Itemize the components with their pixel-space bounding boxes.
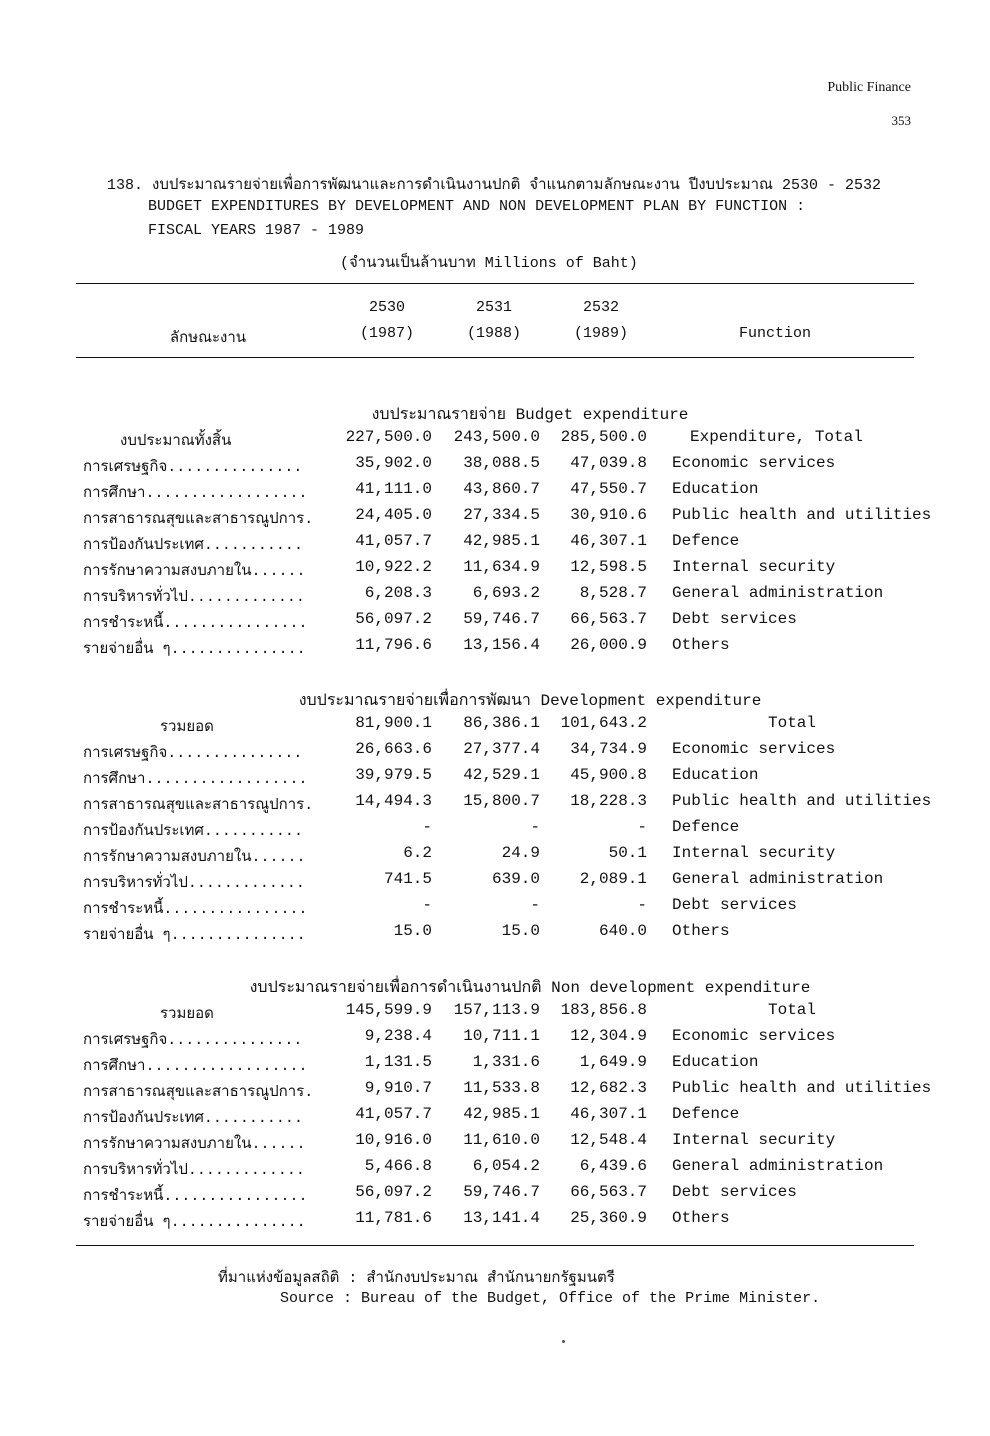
total-row-label-thai: รวมยอด — [160, 1006, 214, 1023]
row-label-english: Education — [672, 1053, 759, 1071]
cell-value: 1,649.9 — [579, 1053, 647, 1071]
cell-value: 15.0 — [393, 922, 432, 940]
cell-value: 11,796.6 — [355, 636, 432, 654]
row-label-english: Internal security — [672, 558, 836, 576]
cell-value: 24,405.0 — [355, 506, 432, 524]
cell-value: 5,466.8 — [364, 1157, 432, 1175]
cell-value: 38,088.5 — [463, 454, 540, 472]
column-header-year-be: 2532 — [582, 299, 619, 316]
row-label-english: Economic services — [672, 740, 836, 758]
row-label-english: Others — [672, 636, 730, 654]
header-top-rule — [76, 283, 914, 284]
row-label-thai: การบริหารทั่วไป............. — [83, 589, 305, 606]
row-label-english: Others — [672, 1209, 730, 1227]
cell-value: 12,682.3 — [570, 1079, 647, 1097]
cell-value: 12,598.5 — [570, 558, 647, 576]
cell-value: 1,131.5 — [364, 1053, 432, 1071]
cell-value: - — [422, 818, 432, 836]
cell-value: 12,548.4 — [570, 1131, 647, 1149]
cell-value: 11,610.0 — [463, 1131, 540, 1149]
cell-value: 8,528.7 — [579, 584, 647, 602]
source-note-english: Source : Bureau of the Budget, Office of the Prime Minister. — [280, 1290, 821, 1307]
cell-value: 41,057.7 — [355, 532, 432, 550]
cell-value: 6,208.3 — [364, 584, 432, 602]
row-label-thai: การชำระหนี้................ — [83, 901, 308, 918]
row-label-english: Public health and utilities — [672, 506, 932, 524]
total-value: 101,643.2 — [560, 714, 647, 732]
row-label-thai: การเศรษฐกิจ............... — [83, 1032, 303, 1049]
cell-value: 9,910.7 — [364, 1079, 432, 1097]
column-header-year-be: 2530 — [368, 299, 405, 316]
cell-value: 1,331.6 — [472, 1053, 540, 1071]
row-label-thai: การศึกษา.................. — [83, 1058, 308, 1075]
row-label-thai: การเศรษฐกิจ............... — [83, 745, 303, 762]
column-header-english: Function — [738, 325, 811, 342]
cell-value: 2,089.1 — [579, 870, 647, 888]
total-value: 227,500.0 — [345, 428, 432, 446]
cell-value: 35,902.0 — [355, 454, 432, 472]
total-value: 86,386.1 — [463, 714, 540, 732]
total-row-label-thai: รวมยอด — [160, 719, 214, 736]
total-value: 243,500.0 — [453, 428, 540, 446]
row-label-thai: การชำระหนี้................ — [83, 1188, 308, 1205]
cell-value: 26,663.6 — [355, 740, 432, 758]
stray-dot — [562, 1340, 565, 1343]
cell-value: 66,563.7 — [570, 1183, 647, 1201]
cell-value: 42,985.1 — [463, 532, 540, 550]
cell-value: 11,533.8 — [463, 1079, 540, 1097]
cell-value: 18,228.3 — [570, 792, 647, 810]
cell-value: - — [422, 896, 432, 914]
cell-value: 6,693.2 — [472, 584, 540, 602]
cell-value: 25,360.9 — [570, 1209, 647, 1227]
row-label-english: Public health and utilities — [672, 792, 932, 810]
cell-value: 9,238.4 — [364, 1027, 432, 1045]
cell-value: 41,057.7 — [355, 1105, 432, 1123]
cell-value: 639.0 — [491, 870, 540, 888]
row-label-thai: รายจ่ายอื่น ๆ............... — [83, 927, 306, 944]
row-label-english: Defence — [672, 532, 740, 550]
cell-value: 6.2 — [403, 844, 432, 862]
row-label-english: Internal security — [672, 1131, 836, 1149]
cell-value: 10,711.1 — [463, 1027, 540, 1045]
total-row-label-thai: งบประมาณทั้งสิ้น — [120, 433, 232, 450]
cell-value: - — [637, 818, 647, 836]
cell-value: 15.0 — [501, 922, 540, 940]
cell-value: 26,000.9 — [570, 636, 647, 654]
row-label-thai: การป้องกันประเทศ........... — [83, 1110, 303, 1127]
cell-value: 27,377.4 — [463, 740, 540, 758]
row-label-thai: การรักษาความสงบภายใน...... — [83, 563, 306, 580]
row-label-thai: การบริหารทั่วไป............. — [83, 875, 305, 892]
page-number: 353 — [891, 113, 911, 128]
total-value: 157,113.9 — [453, 1001, 540, 1019]
cell-value: 30,910.6 — [570, 506, 647, 524]
table-title-english: BUDGET EXPENDITURES BY DEVELOPMENT AND NON DEVELOPMENT PLAN BY FUNCTION : — [148, 198, 806, 215]
total-value: 81,900.1 — [355, 714, 432, 732]
cell-value: 640.0 — [598, 922, 647, 940]
row-label-thai: การป้องกันประเทศ........... — [83, 823, 303, 840]
cell-value: 13,141.4 — [463, 1209, 540, 1227]
cell-value: 41,111.0 — [355, 480, 432, 498]
column-header-year-ce: (1989) — [573, 325, 628, 342]
cell-value: 24.9 — [501, 844, 540, 862]
cell-value: 10,922.2 — [355, 558, 432, 576]
cell-value: 14,494.3 — [355, 792, 432, 810]
total-value: 145,599.9 — [345, 1001, 432, 1019]
row-label-thai: การรักษาความสงบภายใน...... — [83, 849, 306, 866]
cell-value: 12,304.9 — [570, 1027, 647, 1045]
row-label-english: Debt services — [672, 896, 797, 914]
cell-value: 42,985.1 — [463, 1105, 540, 1123]
header-bottom-rule — [76, 357, 914, 358]
row-label-english: Debt services — [672, 1183, 797, 1201]
cell-value: 59,746.7 — [463, 610, 540, 628]
row-label-english: Others — [672, 922, 730, 940]
cell-value: - — [530, 818, 540, 836]
cell-value: 10,916.0 — [355, 1131, 432, 1149]
row-label-english: Public health and utilities — [672, 1079, 932, 1097]
row-label-thai: การศึกษา.................. — [83, 771, 308, 788]
row-label-thai: การชำระหนี้................ — [83, 615, 308, 632]
unit-note: (จำนวนเป็นล้านบาท Millions of Baht) — [340, 255, 638, 272]
cell-value: 6,054.2 — [472, 1157, 540, 1175]
row-label-thai: การรักษาความสงบภายใน...... — [83, 1136, 306, 1153]
section-title: งบประมาณรายจ่ายเพื่อการดำเนินงานปกติ Non development expenditure — [249, 979, 811, 997]
cell-value: 39,979.5 — [355, 766, 432, 784]
row-label-english: General administration — [672, 584, 884, 602]
row-label-thai: รายจ่ายอื่น ๆ............... — [83, 641, 306, 658]
cell-value: 11,634.9 — [463, 558, 540, 576]
row-label-thai: การสาธารณสุขและสาธารณูปการ. — [83, 797, 314, 814]
cell-value: 45,900.8 — [570, 766, 647, 784]
cell-value: 13,156.4 — [463, 636, 540, 654]
section-title: งบประมาณรายจ่ายเพื่อการพัฒนา Development expenditure — [298, 692, 762, 710]
cell-value: 46,307.1 — [570, 1105, 647, 1123]
cell-value: 11,781.6 — [355, 1209, 432, 1227]
cell-value: 59,746.7 — [463, 1183, 540, 1201]
total-row-label-english: Expenditure, Total — [690, 428, 863, 446]
row-label-english: Economic services — [672, 454, 836, 472]
row-label-thai: การบริหารทั่วไป............. — [83, 1162, 305, 1179]
cell-value: 42,529.1 — [463, 766, 540, 784]
table-title-thai: 138. งบประมาณรายจ่ายเพื่อการพัฒนาและการดำเนินงานปกติ จำแนกตามลักษณะงาน ปีงบประมาณ 2530 - 2532 — [107, 177, 881, 194]
cell-value: 46,307.1 — [570, 532, 647, 550]
cell-value: 56,097.2 — [355, 1183, 432, 1201]
column-header-year-ce: (1988) — [466, 325, 521, 342]
row-label-thai: การศึกษา.................. — [83, 485, 308, 502]
row-label-english: Education — [672, 766, 759, 784]
row-label-thai: รายจ่ายอื่น ๆ............... — [83, 1214, 306, 1231]
cell-value: 15,800.7 — [463, 792, 540, 810]
cell-value: 47,550.7 — [570, 480, 647, 498]
total-row-label-english: Total — [767, 714, 816, 732]
table-title-years: FISCAL YEARS 1987 - 1989 — [148, 222, 365, 239]
cell-value: 56,097.2 — [355, 610, 432, 628]
column-header-year-be: 2531 — [475, 299, 512, 316]
source-note-thai: ที่มาแห่งข้อมูลสถิติ : สำนักงบประมาณ สำนักนายกรัฐมนตรี — [218, 1270, 615, 1287]
cell-value: 6,439.6 — [579, 1157, 647, 1175]
row-label-english: General administration — [672, 1157, 884, 1175]
row-label-thai: การเศรษฐกิจ............... — [83, 459, 303, 476]
cell-value: 43,860.7 — [463, 480, 540, 498]
total-row-label-english: Total — [767, 1001, 816, 1019]
cell-value: 50.1 — [608, 844, 647, 862]
cell-value: 66,563.7 — [570, 610, 647, 628]
total-value: 285,500.0 — [560, 428, 647, 446]
row-label-english: Economic services — [672, 1027, 836, 1045]
row-label-thai: การป้องกันประเทศ........... — [83, 537, 303, 554]
cell-value: 47,039.8 — [570, 454, 647, 472]
row-label-english: Defence — [672, 818, 740, 836]
row-label-thai: การสาธารณสุขและสาธารณูปการ. — [83, 1084, 314, 1101]
row-label-english: Defence — [672, 1105, 740, 1123]
row-label-english: General administration — [672, 870, 884, 888]
cell-value: 27,334.5 — [463, 506, 540, 524]
table-bottom-rule — [76, 1245, 914, 1246]
row-label-english: Internal security — [672, 844, 836, 862]
cell-value: - — [530, 896, 540, 914]
row-label-thai: การสาธารณสุขและสาธารณูปการ. — [83, 511, 314, 528]
cell-value: 741.5 — [383, 870, 432, 888]
running-header: Public Finance — [827, 80, 911, 95]
cell-value: - — [637, 896, 647, 914]
row-label-english: Education — [672, 480, 759, 498]
row-label-english: Debt services — [672, 610, 797, 628]
cell-value: 34,734.9 — [570, 740, 647, 758]
total-value: 183,856.8 — [560, 1001, 647, 1019]
section-title: งบประมาณรายจ่าย Budget expenditure — [371, 406, 689, 424]
column-header-year-ce: (1987) — [359, 325, 414, 342]
column-header-thai: ลักษณะงาน — [169, 330, 247, 347]
